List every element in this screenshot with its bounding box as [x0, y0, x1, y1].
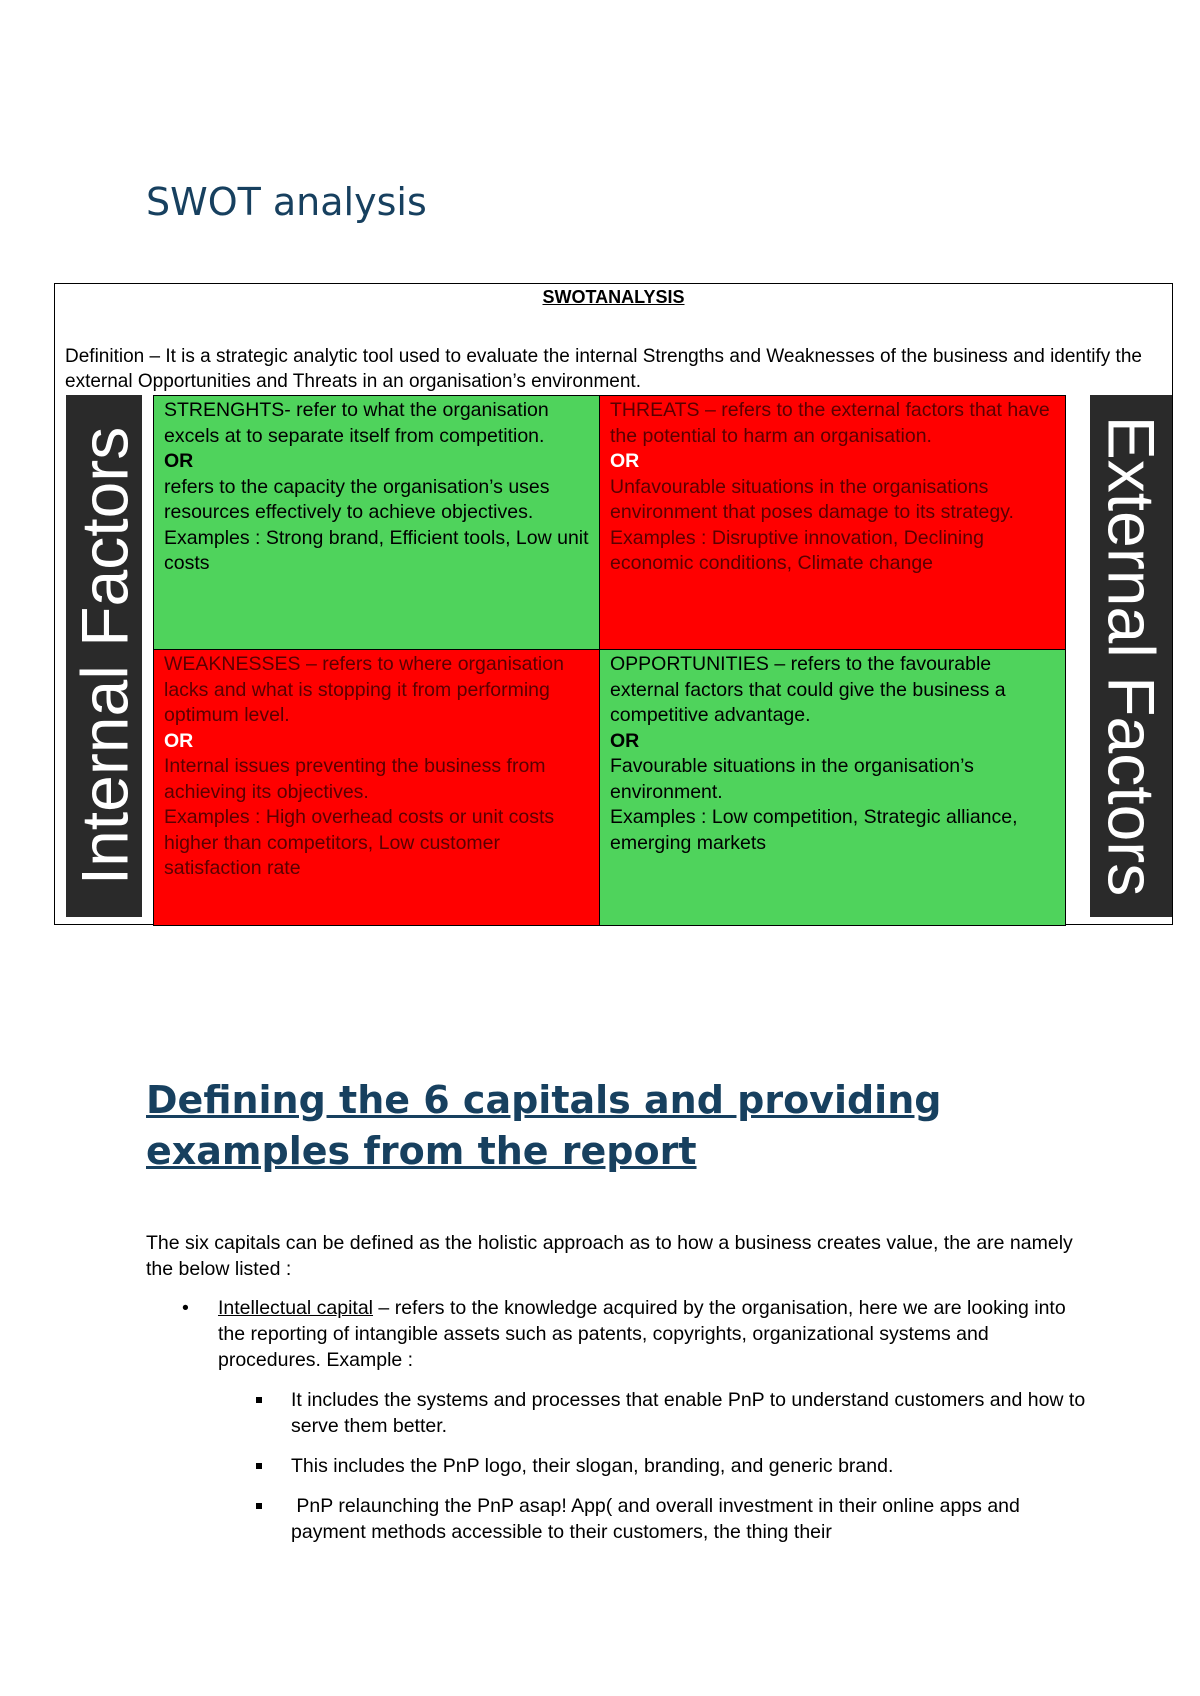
threats-definition: THREATS – refers to the external factors that have the potential to harm an organisation. — [610, 399, 1050, 447]
square-bullet-icon — [256, 1397, 262, 1403]
strengths-cell — [153, 395, 600, 650]
swot-definition: Definition – It is a strategic analytic tool used to evaluate the internal Strengths and Weaknesses of the business and identify the external Opportunities and Threats in an organisation’s environment. — [65, 346, 1142, 392]
external-factors-label — [1090, 395, 1172, 917]
bullet-icon: • — [182, 1297, 189, 1319]
page-title: SWOT analysis — [146, 180, 427, 224]
capitals-list — [146, 1295, 1096, 1545]
threats-cell — [599, 395, 1066, 650]
sub-item-text: This includes the PnP logo, their slogan, branding, and generic brand. — [291, 1455, 894, 1477]
opportunities-or: OR — [610, 729, 640, 752]
strengths-definition: STRENGHTS- refer to what the organisation excels at to separate itself from competition. — [164, 399, 549, 447]
opportunities-cell — [599, 649, 1066, 926]
capitals-heading: Defining the 6 capitals and providing examples from the report — [146, 1078, 942, 1173]
opportunities-definition: OPPORTUNITIES – refers to the favourable external factors that could give the business a competitive advantage. — [610, 653, 1006, 726]
threats-alt-definition: Unfavourable situations in the organisations environment that poses damage to its strategy. — [610, 475, 1014, 523]
sub-list-item — [146, 1453, 1096, 1479]
strengths-alt-definition: refers to the capacity the organisation’s uses resources effectively to achieve objectives. — [164, 475, 550, 523]
sub-list-item — [146, 1493, 1096, 1545]
square-bullet-icon — [256, 1503, 262, 1509]
capitals-intro: The six capitals can be defined as the holistic approach as to how a business creates value, the are namely the below listed : — [146, 1232, 1073, 1280]
weaknesses-cell — [153, 649, 600, 926]
weaknesses-examples: Examples : High overhead costs or unit costs higher than competitors, Low customer satisfaction rate — [164, 806, 555, 879]
sub-item-text: It includes the systems and processes that enable PnP to understand customers and how to serve them better. — [291, 1389, 1086, 1437]
intellectual-capital-text: – refers to the knowledge acquired by the organisation, here we are looking into the reporting of intangible assets such as patents, copyrights, organizational systems and procedures. Example : — [218, 1297, 1066, 1371]
threats-or: OR — [610, 450, 640, 472]
strengths-examples: Examples : Strong brand, Efficient tools, Low unit costs — [164, 526, 589, 574]
weaknesses-alt-definition: Internal issues preventing the business from achieving its objectives. — [164, 755, 546, 803]
intellectual-capital-term: Intellectual capital — [218, 1297, 374, 1319]
square-bullet-icon — [256, 1463, 262, 1469]
weaknesses-or: OR — [164, 729, 194, 752]
sub-item-text: PnP relaunching the PnP asap! App( and overall investment in their online apps and payment methods accessible to their customers, the thing their — [291, 1495, 1026, 1543]
sub-list-item — [146, 1387, 1096, 1439]
opportunities-examples: Examples : Low competition, Strategic alliance, emerging markets — [610, 806, 1018, 854]
threats-examples: Examples : Disruptive innovation, Declining economic conditions, Climate change — [610, 526, 984, 574]
list-item — [146, 1295, 1096, 1373]
swot-heading: SWOTANALYSIS — [542, 287, 685, 307]
weaknesses-definition: WEAKNESSES – refers to where organisation lacks and what is stopping it from performing optimum level. — [164, 653, 564, 726]
opportunities-alt-definition: Favourable situations in the organisation’s environment. — [610, 755, 974, 803]
external-factors-text: External Factors — [1094, 415, 1168, 897]
internal-factors-label — [66, 395, 142, 917]
internal-factors-text: Internal Factors — [67, 426, 141, 886]
strengths-or: OR — [164, 450, 194, 472]
